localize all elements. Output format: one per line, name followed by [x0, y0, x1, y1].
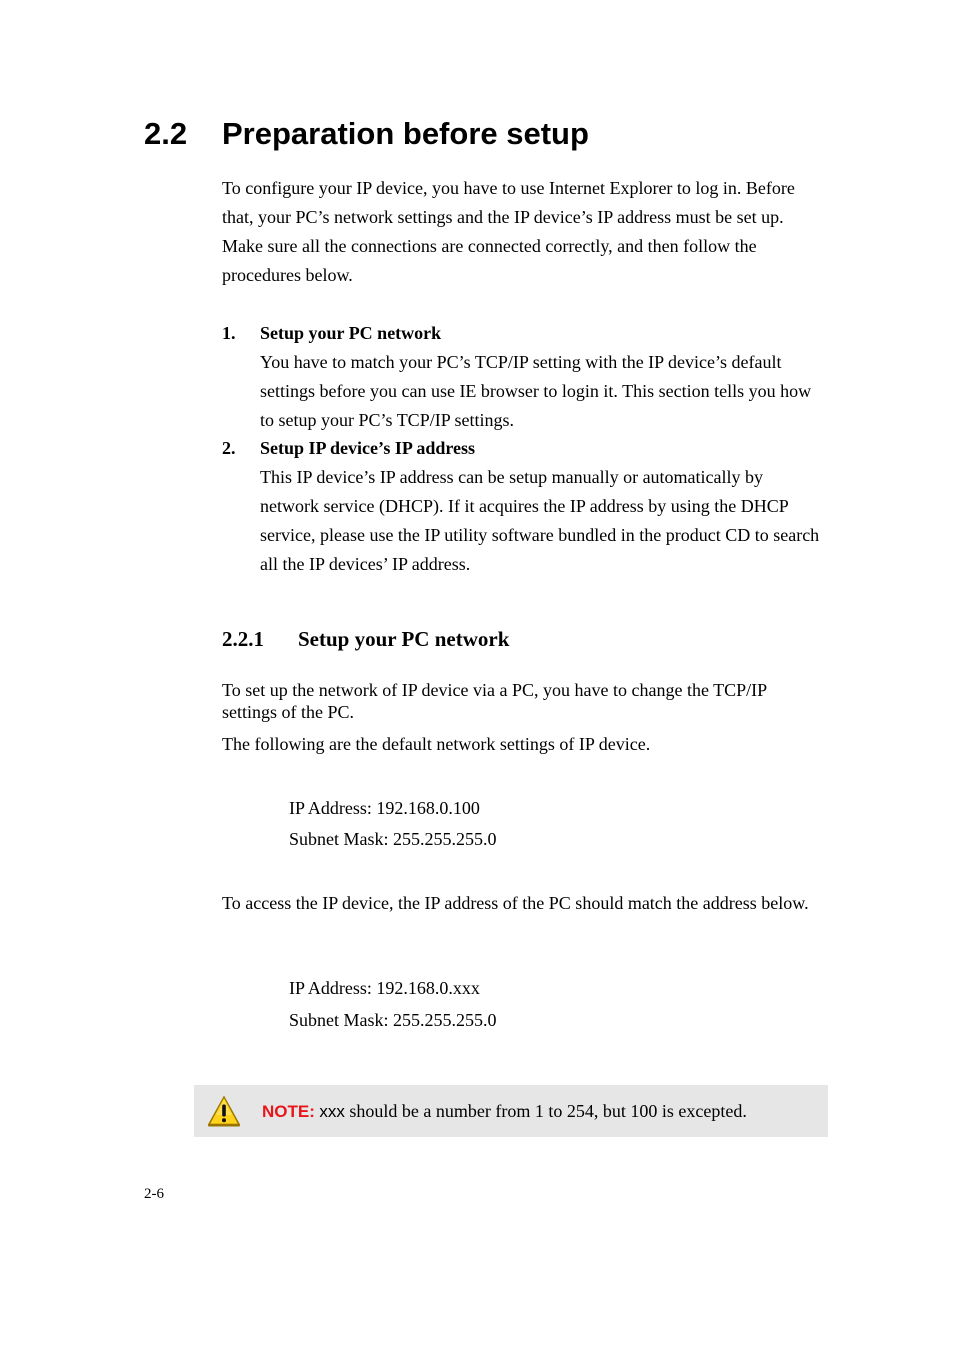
step-1-body: You have to match your PC’s TCP/IP setting with the IP device’s default settings before you can use IE browser to login it. This section tells you how to setup your PC’s TCP/IP settings.	[260, 352, 812, 430]
note-text	[262, 1099, 747, 1124]
pc-ip-address: IP Address: 192.168.0.xxx	[289, 978, 480, 998]
subsection-paragraph-2: The following are the default network settings of IP device.	[222, 734, 651, 754]
intro-paragraph: To configure your IP device, you have to use Internet Explorer to log in. Before that, your PC’s network settings and the IP device’s IP address must be set up. Make sure all the connections are connected correctly, and then follow the procedures below.	[222, 178, 795, 285]
subsection-paragraph-1: To set up the network of IP device via a PC, you have to change the TCP/IP settings of the PC.	[222, 680, 767, 722]
page-number: 2-6	[144, 1186, 164, 1202]
step-1-heading	[222, 319, 441, 348]
step-2-title: Setup IP device’s IP address	[260, 438, 476, 458]
subsection-number: 2.2.1	[222, 627, 264, 651]
subsection-title: Setup your PC network	[298, 627, 510, 651]
note-variable: xxx	[319, 1102, 345, 1121]
step-1-number: 1.	[222, 323, 236, 343]
note-label: NOTE:	[262, 1102, 315, 1121]
subsection-heading	[222, 624, 509, 654]
default-subnet-mask: Subnet Mask: 255.255.255.0	[289, 829, 497, 849]
note-body: should be a number from 1 to 254, but 100 is excepted.	[344, 1101, 747, 1121]
default-ip-address: IP Address: 192.168.0.100	[289, 798, 480, 818]
section-heading	[144, 112, 589, 156]
pc-subnet-mask: Subnet Mask: 255.255.255.0	[289, 1010, 497, 1030]
step-2-heading	[222, 434, 475, 463]
subsection-paragraph-3: To access the IP device, the IP address of the PC should match the address below.	[222, 893, 809, 913]
step-1-title: Setup your PC network	[260, 323, 442, 343]
step-2-body: This IP device’s IP address can be setup manually or automatically by network service (DHCP). If it acquires the IP address by using the DHCP service, please use the IP utility software bundled in the product CD to search all the IP devices’ IP address.	[260, 467, 820, 574]
section-number: 2.2	[144, 116, 188, 151]
warning-icon	[206, 1093, 242, 1129]
step-2-number: 2.	[222, 438, 236, 458]
section-title: Preparation before setup	[222, 116, 589, 151]
